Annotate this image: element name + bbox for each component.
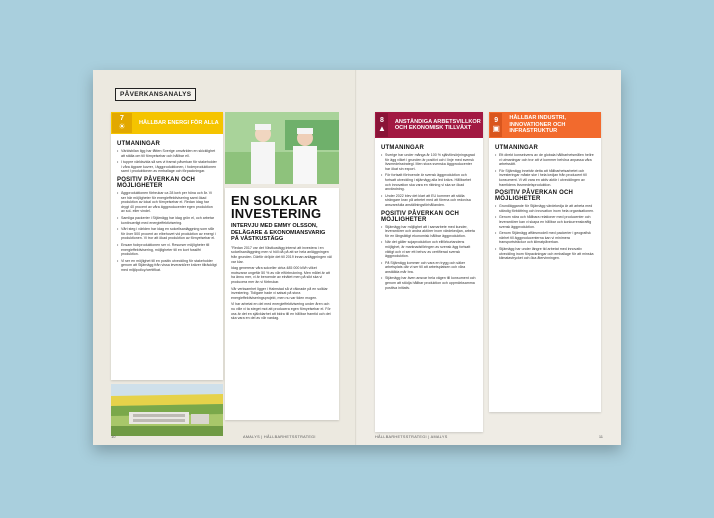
sdg8-title: ANSTÄNDIGA ARBETSVILLKOR OCH EKONOMISK TILLVÄXT (394, 118, 481, 131)
section-badge: PÅVERKANSANALYS (115, 88, 196, 101)
interview-subtitle: INTERVJU MED EMMY OLSSON, DELÄGARE & EKONOMIANSVARIG PÅ VÄSTKUSTÄGG (231, 223, 326, 243)
interview-paragraph: Vår verksamhet ligger i Halmstad så vi räknade på en solklar investering. Tidigare hade vi satsat på stora energieffektiviseringsprojekt, men nu var tiden mogen. (231, 286, 328, 300)
owners-photo (225, 112, 339, 184)
magazine-spread (93, 70, 621, 445)
sdg9-header (489, 112, 601, 138)
sdg7-impact-title: POSITIV PÅVERKAN OCH MÖJLIGHETER (117, 176, 196, 189)
list-item: • Vårt steg i världen har idag en solcellsanläggning som står för över 500 procent av elbehovet vid produktion av energi i produktionen. Vi tror att ökad produktion av förnyelsebar el. (117, 227, 217, 241)
sdg9-impact-title: POSITIV PÅVERKAN OCH MÖJLIGHETER (495, 190, 574, 203)
cube-icon: ▣ (492, 124, 500, 133)
list-item: • Ett direkt konsekvens av de globala hållbarhetsmålen hellre vi utmaningar och tror att vi kommer behöva anpassa våra arbetssätt. (495, 153, 595, 167)
right-page (357, 70, 621, 445)
sdg7-card (111, 112, 223, 380)
sdg8-header (375, 112, 483, 138)
list-item: • Sverige har under många år 100 % självförsörjningsgrad för ägg vilket i grunden är positivt och i linje med svensk livsmedelsstrategi. Men stora svenska äggproducenter har ökat sin export. (381, 153, 477, 171)
list-item: • För Stjärnägg innebär detta att hållbarhetsarbetet och investeringar måste ske i hela kedjan från producent till konsument. Vi vill vara en aktiv aktör i utvecklingen av framtidens livsmedelsproduktion. (495, 169, 595, 187)
interview-paragraph: Idag genererar våra solceller cirka 485 000 kWh vilket motsvarar ungefär 50 % av vår elförbrukning. Men målet är att ha ännu mer, vi är beroende av elnätet men på sikt ska vi producera mer än vi förbrukar. (231, 266, 330, 284)
list-item: • Genom Stjärnägg affärsmodell med packerier i geografisk närhet till äggproducenterna kan vi minimera transportsträckor och klimatpåverkan. (495, 231, 595, 245)
list-item: • Stjärnägg har möjlighet att i samarbete med kunder, leverantörer och andra aktörer inom värdekedjan, arbeta för en långsiktigt ekonomisk hållbar äggproduktion. (381, 225, 477, 239)
sun-icon: ☀ (118, 122, 126, 131)
interview-card (225, 188, 339, 420)
list-item: • På Stjärnägg kommer och vara en trygg och säker arbetsplats där vi ser till att arbetsplatsen och våra anställda mår bra. (381, 261, 477, 275)
list-item: • För fortsatt förtroende är svensk äggproduktion och fortsatt utveckling i stjärnägg alla led krävs. Hållbarhet och innovation ska vara en riktning vi ska se ökad användning. (381, 173, 477, 191)
list-item: • Stjärnägg har under längre tid arbetat med innovativ utveckling inom förpackningar och emballage för att minska klimatavtrycket och öka återvinningen. (495, 247, 595, 261)
page-number: 11 (598, 434, 603, 439)
sdg8-card (375, 112, 483, 432)
sdg7-badge (112, 113, 132, 133)
list-item: • Samliga packerier i Stjärnägg har idag grön el, och arbetar kontinuerligt med energieffektivisering. (117, 216, 217, 225)
sdg9-title: HÅLLBAR INDUSTRI, INNOVATIONER OCH INFRASTRUKTUR (509, 115, 566, 135)
sdg7-number: 7 (120, 115, 124, 122)
list-item: • Genom nära och hållbara relationer med producenter och leverantörer kan vi skapa en hållbar och konkurrenskraftig svensk äggproduktion. (495, 215, 595, 229)
sdg8-impact-title: POSITIV PÅVERKAN OCH MÖJLIGHETER (381, 210, 460, 223)
list-item: • Ensam fodrproduktionen ser vi. Resurser möjligheter till energieffektivisering, möjligheter till en kort fossilfri produktion. (117, 243, 217, 257)
sdg8-challenges-title: UTMANINGAR (381, 145, 424, 151)
interview-title: EN SOLKLAR INVESTERING (231, 193, 322, 221)
list-item: • Äggproduktionen förbrukar ca 28 kwh per höna och år. Vi ser här möjligheter för energieffektivisering samt ökad produktion av lokal och förnyelsebar el. Redan idag har drygt 40 procent av våra äggproducenter egen produktion av sol- eller vindel. (117, 191, 217, 214)
list-item: • Grundläggande för Stjärnägg värdekedja är att arbeta med ständig förbättring och innovation inom hela organisationen. (495, 204, 595, 213)
list-item: • Stjärnägg har även ansvar hela vägen till konsument och genom att stödja hållbar produktion och uppmärksamma positiva initiativ. (381, 276, 477, 290)
sdg9-number: 9 (494, 117, 499, 124)
aerial-farm-photo (111, 384, 223, 436)
list-item: • Under 2022 blev det klart att EU kommer att ställa strängare krav på arbetet med att förena och redovisa ansvarsfulla anställningsförhållanden. (381, 194, 477, 208)
interview-paragraph: Vi har arbetat en del med energieffektivisering under åren och nu ville vi ta steget mot att producera egen förnyelsebar el. För oss är det en självklarhet att bidra till en hållbar framtid och det ska vara en del av vår vardag. (231, 302, 331, 321)
interview-paragraph: "Redan 2017 var det Västkustägg intenst att investera i en solcellsanläggning men vi höll då på att se hela anläggningen från grunden. Därför dröjde det till 2019 innan anläggningen väl var klar. (231, 245, 332, 264)
list-item: • Världsbilan ligg har fåtten Sverige omvärlden en skicklighet att ställa om till förnyelsebar och hållbar ell. (117, 149, 217, 158)
list-item: • I tuppre världsvida så ses vi framst påverkan för stakeholder i våra ägpare kuvrer, i äggproduktionen, i foderproduktionen samt i produktionen av emballage och förpackningar. (117, 160, 217, 174)
sdg8-badge (376, 113, 388, 137)
list-item: • När det gäller sojaproduktion och ellförkurtandens möjlighet, är marknadsföringen av svensk ägg fortsatt viktigt och vi ser ett behov av certifierad svensk äggproduktion. (381, 240, 477, 258)
left-page (93, 70, 357, 445)
sdg9-badge (490, 113, 502, 137)
sdg7-header (111, 112, 223, 134)
list-item: • Vi ser en möjlighet till en positiv utveckling för stakeholder genom att Stjärnägg från vissa leverantörer kräver tillräckligt med miljöpolicy/certifikat. (117, 259, 217, 273)
sdg7-title: HÅLLBAR ENERGI FÖR ALLA (139, 119, 219, 126)
sdg8-number: 8 (379, 117, 384, 124)
sdg7-challenges-title: UTMANINGAR (117, 141, 160, 147)
chart-icon: ▲ (377, 124, 386, 133)
sdg9-card (489, 112, 601, 412)
sdg9-challenges-title: UTMANINGAR (495, 145, 538, 151)
page-footer: AMALYS | HÅLLBARHETSSTRATEGI (243, 435, 316, 439)
page-footer: HÅLLBARHETSSTRATEGI | AMALYS (375, 435, 448, 439)
page-number: 10 (111, 434, 116, 439)
